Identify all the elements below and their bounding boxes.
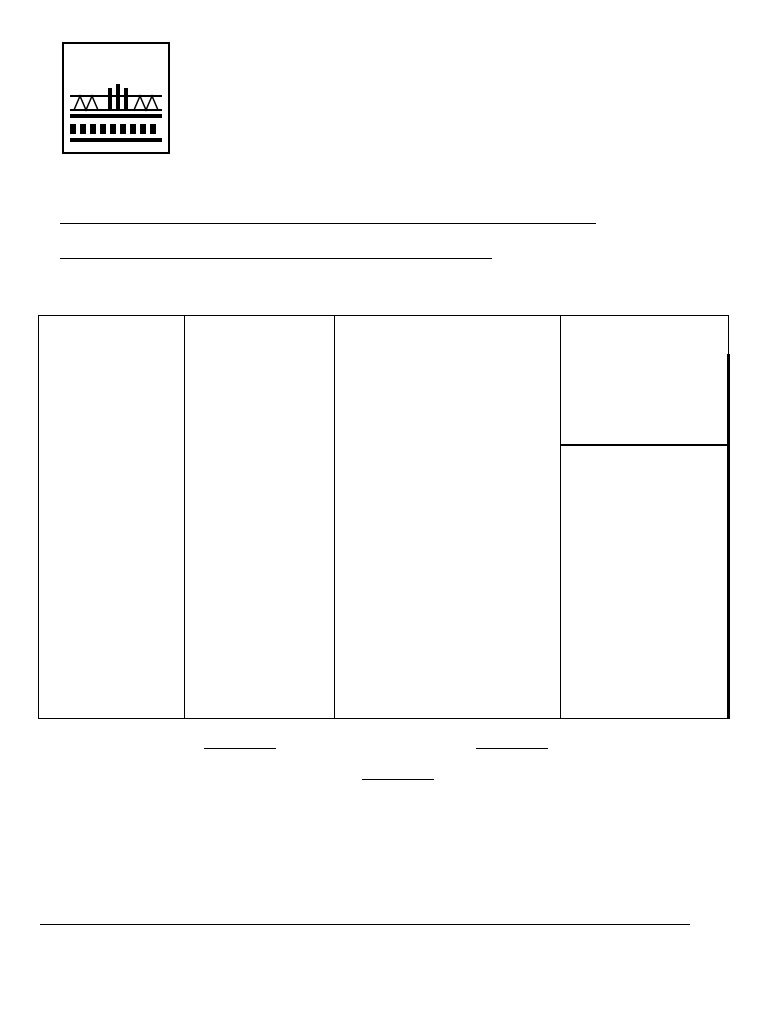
items-table [38, 315, 730, 719]
furniture-header [39, 316, 184, 334]
misc-divider [560, 444, 728, 446]
total-other-field[interactable] [476, 748, 548, 749]
total-amount-field[interactable] [362, 779, 434, 780]
appliances-qty-label [185, 334, 334, 350]
name-field[interactable] [60, 211, 596, 229]
total-twelve-field[interactable] [204, 748, 276, 749]
price-line [40, 282, 44, 298]
lawn-header [335, 316, 560, 334]
lawn-qty-label [335, 334, 560, 350]
office-divider [40, 924, 690, 925]
bridge-skyline-icon [64, 76, 168, 152]
phone-field[interactable] [60, 246, 492, 264]
misc-qty-label [561, 334, 728, 350]
best-time-field[interactable] [256, 246, 492, 259]
address-field[interactable] [306, 211, 596, 224]
appliances-header [185, 316, 334, 334]
fall-river-logo [62, 42, 170, 154]
furniture-qty-label [39, 334, 184, 350]
misc-header [561, 316, 728, 334]
